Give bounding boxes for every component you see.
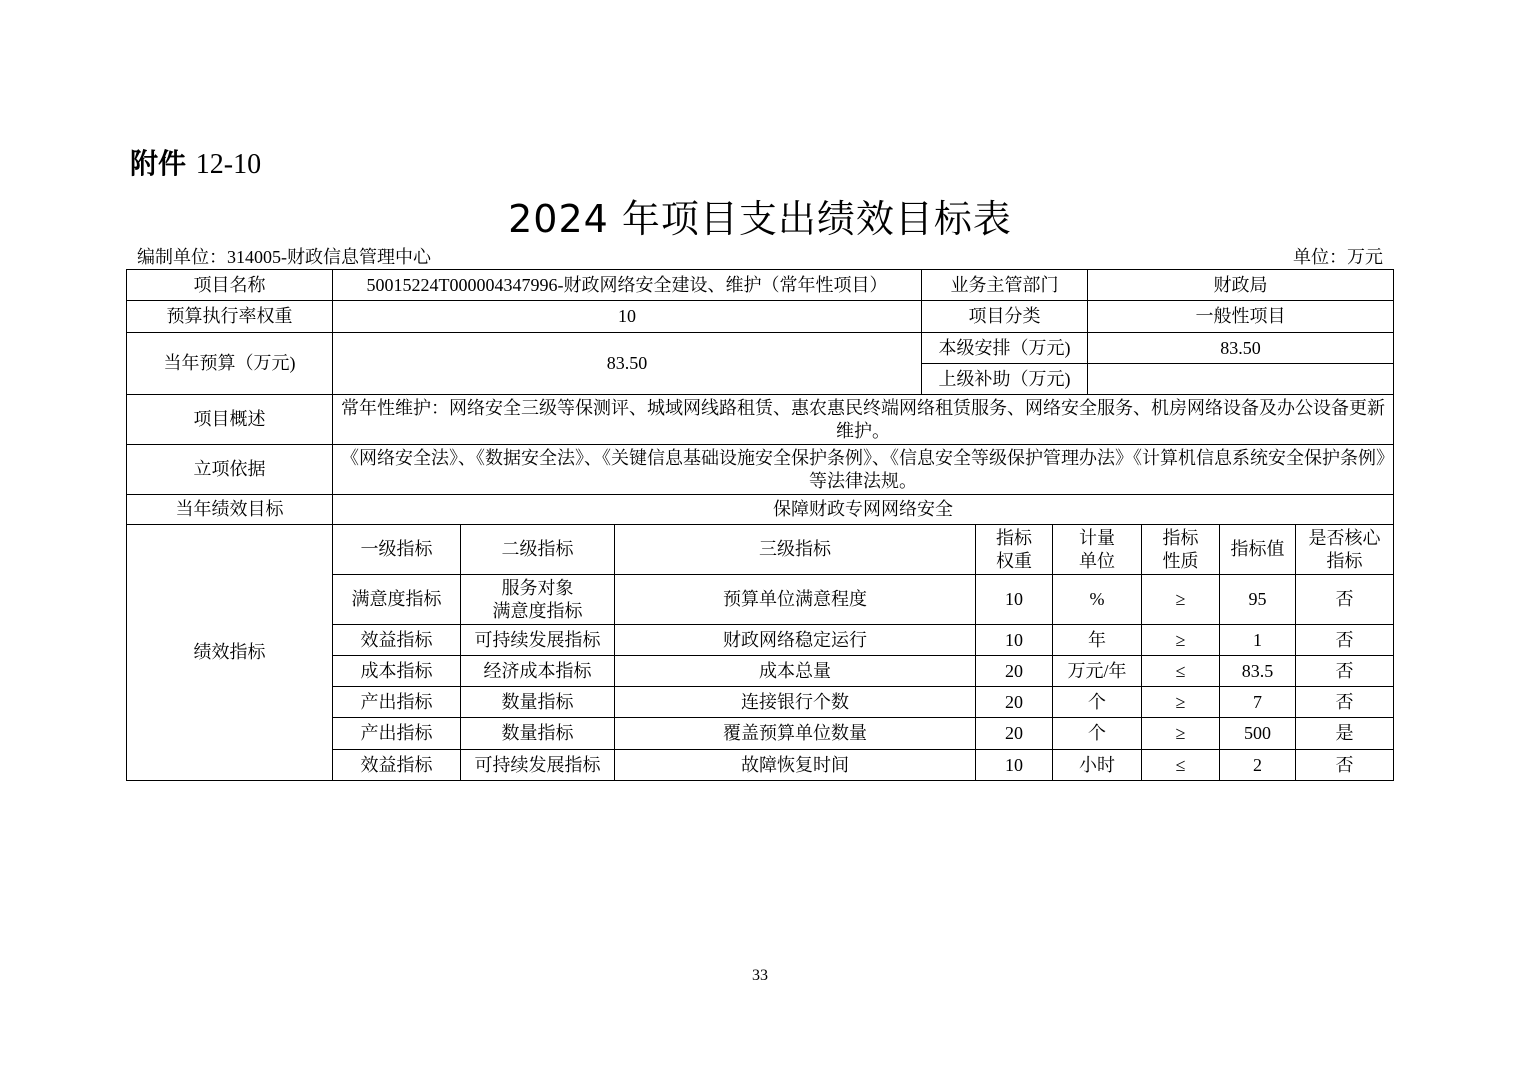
subsidy-label: 上级补助（万元) [922, 364, 1088, 395]
indicator-weight: 20 [976, 656, 1053, 687]
indicator-level2: 数量指标 [461, 718, 615, 750]
indicator-value: 1 [1220, 625, 1296, 656]
category-value: 一般性项目 [1088, 301, 1394, 333]
local-value: 83.50 [1088, 333, 1394, 364]
currency-unit: 单位：万元 [1293, 247, 1383, 267]
indicator-level3: 预算单位满意程度 [615, 575, 976, 625]
indicator-nature: ≥ [1142, 718, 1220, 750]
indicator-core: 否 [1296, 625, 1394, 656]
dept-label: 业务主管部门 [922, 270, 1088, 301]
indicator-unit: 小时 [1053, 750, 1142, 781]
header-unit: 计量 单位 [1053, 525, 1142, 575]
page-number: 33 [752, 967, 768, 984]
indicator-level1: 成本指标 [333, 656, 461, 687]
overview-label: 项目概述 [127, 395, 333, 445]
basis-value: 《网络安全法》、《数据安全法》、《关键信息基础设施安全保护条例》、《信息安全等级保护管理办法》《计算机信息系统安全保护条例》等法律法规。 [333, 445, 1394, 495]
indicator-weight: 20 [976, 718, 1053, 750]
attachment-prefix: 附件 [130, 147, 187, 180]
indicator-level1: 产出指标 [333, 687, 461, 718]
category-label: 项目分类 [922, 301, 1088, 333]
performance-indicators-label: 绩效指标 [127, 525, 333, 781]
overview-value: 常年性维护：网络安全三级等保测评、城域网线路租赁、惠农惠民终端网络租赁服务、网络安全服务、机房网络设备及办公设备更新维护。 [333, 395, 1394, 445]
basis-label: 立项依据 [127, 445, 333, 495]
indicator-value: 83.5 [1220, 656, 1296, 687]
indicator-level3: 连接银行个数 [615, 687, 976, 718]
indicator-level3: 成本总量 [615, 656, 976, 687]
header-level1: 一级指标 [333, 525, 461, 575]
indicator-unit: 个 [1053, 687, 1142, 718]
indicator-value: 95 [1220, 575, 1296, 625]
indicator-unit: % [1053, 575, 1142, 625]
header-nature: 指标 性质 [1142, 525, 1220, 575]
local-label: 本级安排（万元) [922, 333, 1088, 364]
indicator-level1: 效益指标 [333, 625, 461, 656]
header-weight: 指标 权重 [976, 525, 1053, 575]
indicator-level2: 可持续发展指标 [461, 625, 615, 656]
goal-value: 保障财政专网网络安全 [333, 495, 1394, 525]
indicator-nature: ≤ [1142, 750, 1220, 781]
indicator-weight: 10 [976, 750, 1053, 781]
indicator-level2: 可持续发展指标 [461, 750, 615, 781]
indicator-value: 2 [1220, 750, 1296, 781]
compiling-unit: 编制单位：314005-财政信息管理中心 [137, 247, 431, 267]
indicator-unit: 万元/年 [1053, 656, 1142, 687]
header-level2: 二级指标 [461, 525, 615, 575]
indicator-core: 是 [1296, 718, 1394, 750]
indicator-nature: ≤ [1142, 656, 1220, 687]
indicator-nature: ≥ [1142, 625, 1220, 656]
indicator-level2: 服务对象 满意度指标 [461, 575, 615, 625]
budget-label: 当年预算（万元) [127, 333, 333, 395]
project-name-value: 50015224T000004347996-财政网络安全建设、维护（常年性项目） [333, 270, 922, 301]
indicator-level1: 满意度指标 [333, 575, 461, 625]
performance-goal-table [126, 269, 1394, 781]
dept-value: 财政局 [1088, 270, 1394, 301]
indicator-value: 500 [1220, 718, 1296, 750]
attachment-number: 12-10 [195, 149, 262, 180]
indicator-level3: 故障恢复时间 [615, 750, 976, 781]
indicator-weight: 10 [976, 575, 1053, 625]
page-title: 2024 年项目支出绩效目标表 [508, 197, 1012, 241]
indicator-weight: 20 [976, 687, 1053, 718]
indicator-unit: 年 [1053, 625, 1142, 656]
weight-label: 预算执行率权重 [127, 301, 333, 333]
indicator-core: 否 [1296, 575, 1394, 625]
subsidy-value [1088, 364, 1394, 395]
indicator-level3: 财政网络稳定运行 [615, 625, 976, 656]
header-level3: 三级指标 [615, 525, 976, 575]
header-value: 指标值 [1220, 525, 1296, 575]
indicator-level2: 数量指标 [461, 687, 615, 718]
indicator-value: 7 [1220, 687, 1296, 718]
indicator-nature: ≥ [1142, 575, 1220, 625]
header-core: 是否核心 指标 [1296, 525, 1394, 575]
indicator-core: 否 [1296, 687, 1394, 718]
indicator-level1: 产出指标 [333, 718, 461, 750]
weight-value: 10 [333, 301, 922, 333]
project-name-label: 项目名称 [127, 270, 333, 301]
indicator-level3: 覆盖预算单位数量 [615, 718, 976, 750]
goal-label: 当年绩效目标 [127, 495, 333, 525]
indicator-level2: 经济成本指标 [461, 656, 615, 687]
indicator-core: 否 [1296, 750, 1394, 781]
indicator-nature: ≥ [1142, 687, 1220, 718]
budget-value: 83.50 [333, 333, 922, 395]
indicator-unit: 个 [1053, 718, 1142, 750]
attachment-label [130, 142, 261, 182]
indicator-level1: 效益指标 [333, 750, 461, 781]
indicator-weight: 10 [976, 625, 1053, 656]
indicator-core: 否 [1296, 656, 1394, 687]
